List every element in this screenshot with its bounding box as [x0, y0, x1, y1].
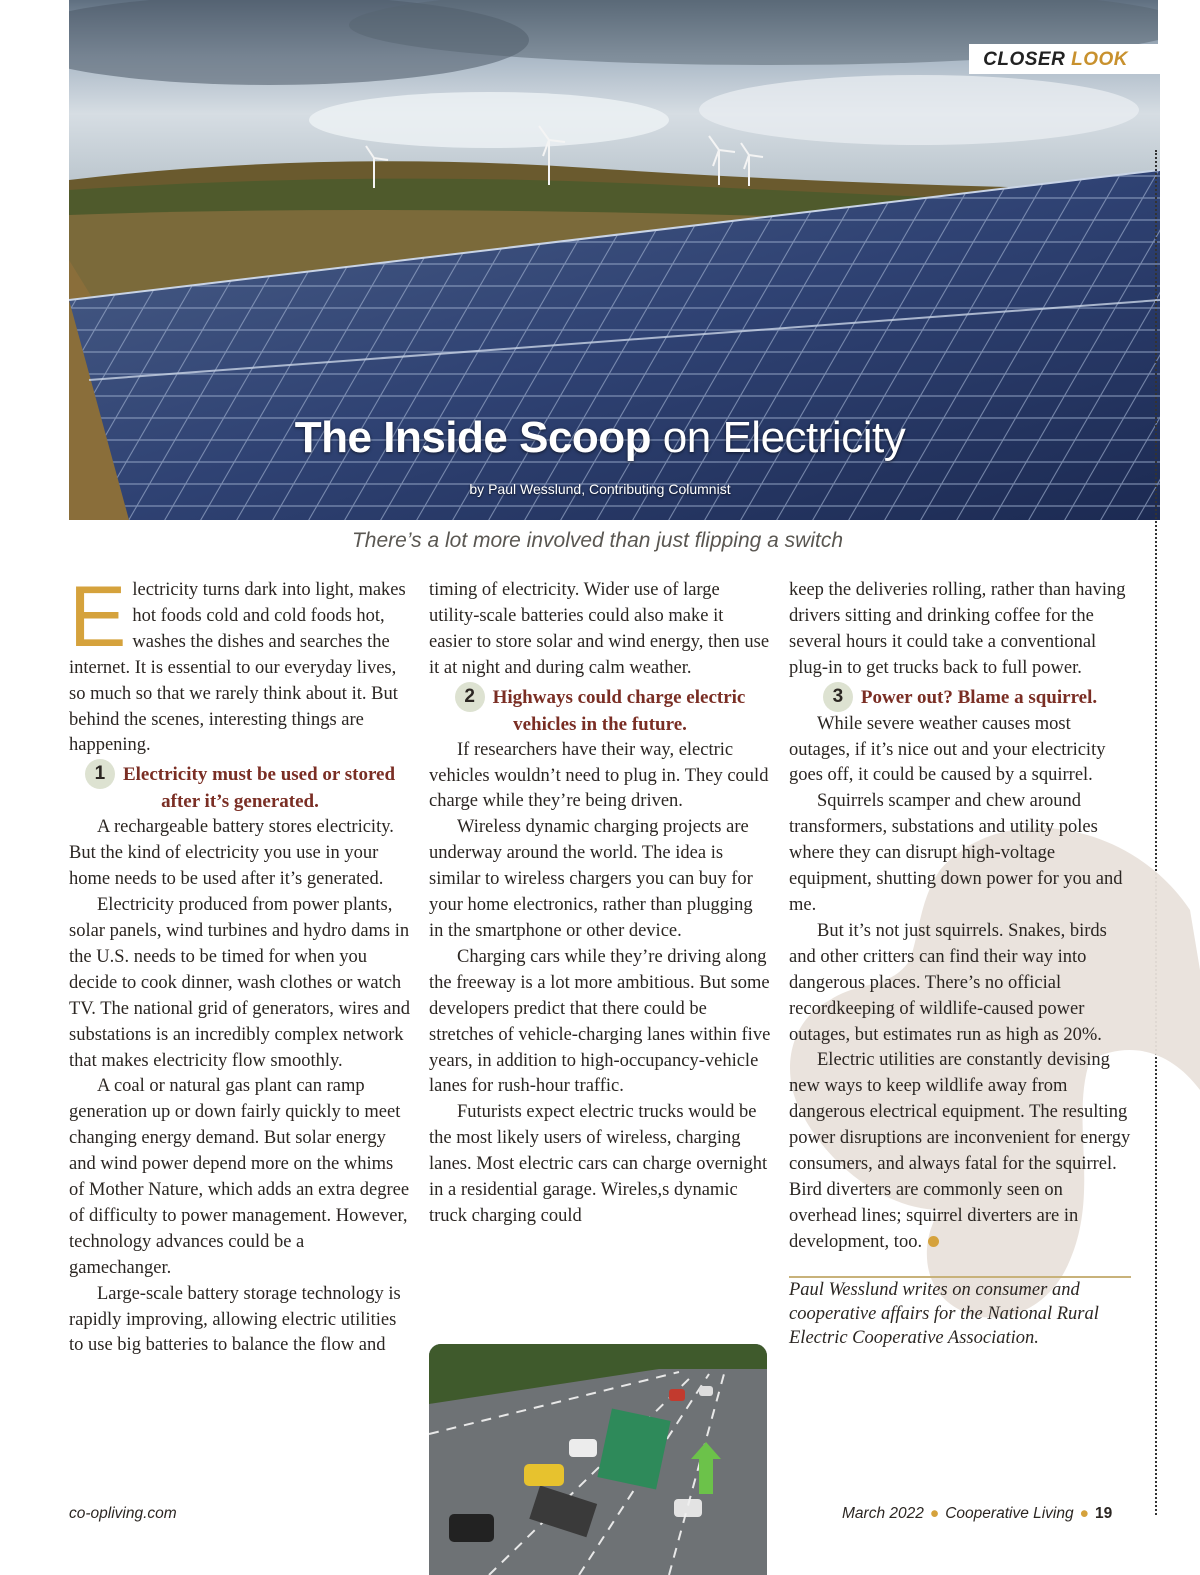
- paragraph: keep the deliveries rolling, rather than having drivers sitting and drinking coffee for the several hours it could take a conventional plug-in to get trucks back to full power.: [789, 580, 1126, 678]
- subhead-2-text: Highways could charge electric vehicles in the future.: [492, 686, 746, 735]
- paragraph: Wireless dynamic charging projects are underway around the world. The idea is similar to wireless chargers you can buy for your home electronics, rather than plugging in the smartphone or other device.: [429, 817, 753, 941]
- paragraph: A rechargeable battery stores electricity. But the kind of electricity you use in your home needs to be used after it’s generated.: [69, 817, 394, 890]
- footer-issue: March 2022: [842, 1505, 924, 1522]
- highway-illustration: [429, 1344, 767, 1575]
- subhead-3-text: Power out? Blame a squirrel.: [860, 686, 1098, 708]
- bullet-icon: ●: [929, 1505, 940, 1522]
- intro-text: lectricity turns dark into light, makes hot foods cold and cold foods hot, washes the dishes and searches the internet. It is essential to our everyday lives, so much so that we rarely think about it. But behind the scenes, interesting things are happening.: [69, 580, 406, 756]
- paragraph: But it’s not just squirrels. Snakes, birds and other critters can find their way into dangerous places. There’s no official recordkeeping of wildlife-caused power outages, but estimates run as high as 20%.: [789, 920, 1107, 1045]
- paragraph: Electricity produced from power plants, solar panels, wind turbines and hydro dams in the U.S. needs to be timed for when you decide to cook dinner, wash clothes or watch TV. The national grid of generators, wires and substations is an incredibly complex network that makes electricity flow smoothly.: [69, 895, 410, 1071]
- paragraph: timing of electricity. Wider use of large utility-scale batteries could also make it easier to store solar and wind energy, then use it at night and during calm weather.: [429, 580, 770, 678]
- subhead-1: [69, 759, 411, 815]
- article-column-1: [69, 569, 411, 1359]
- final-paragraph-text: Electric utilities are constantly devising new ways to keep wildlife away from dangerous electrical equipment. The resulting power disruptions are inconvenient for energy consumers, and always fatal for the squirrel. Bird diverters are commonly seen on overhead lines; squirrel diverters are in development, too.: [789, 1050, 1131, 1252]
- author-note: Paul Wesslund writes on consumer and cooperative affairs for the National Rural Electric Cooperative Association.: [789, 1279, 1099, 1348]
- section-badge: [969, 44, 1160, 74]
- paragraph: Large-scale battery storage technology is rapidly improving, allowing electric utilities to use big batteries to balance the flow and: [69, 1283, 401, 1356]
- article-column-2: [429, 578, 771, 1230]
- paragraph: While severe weather causes most outages, if it’s nice out and your electricity goes off, it could be caused by a squirrel.: [789, 713, 1106, 786]
- article-tagline: There’s a lot more involved than just flipping a switch: [351, 529, 844, 552]
- badge-word-look: LOOK: [1065, 49, 1128, 70]
- end-mark-icon: [928, 1236, 939, 1247]
- article-byline: by Paul Wesslund, Contributing Columnist: [469, 481, 731, 497]
- title-light-part: on Electricity: [651, 413, 906, 462]
- number-badge-1: 1: [85, 759, 115, 789]
- bullet-icon: ●: [1079, 1505, 1089, 1522]
- highway-trucks-photo: [429, 1344, 767, 1575]
- paragraph: Charging cars while they’re driving along the freeway is a lot more ambitious. But some developers predict that there could be stretches of vehicle-charging lanes within five years, in addition to high-occupancy-vehicle lanes for rush-hour traffic.: [429, 946, 771, 1097]
- subhead-1-text: Electricity must be used or stored after it’s generated.: [122, 764, 396, 813]
- article-title: [0, 413, 1200, 463]
- number-badge-2: 2: [455, 682, 485, 712]
- paragraph: Squirrels scamper and chew around transformers, substations and utility poles where they can disrupt high-voltage equipment, shutting down power for you and me.: [789, 791, 1123, 915]
- paragraph: [789, 1048, 1131, 1255]
- drop-cap: E: [69, 569, 127, 665]
- subhead-2: [429, 682, 771, 738]
- paragraph: If researchers have their way, electric vehicles wouldn’t need to plug in. They could charge while they’re being driven.: [429, 739, 769, 812]
- number-badge-3: 3: [823, 682, 853, 712]
- footer-magazine: Cooperative Living: [945, 1505, 1074, 1522]
- subhead-3: [789, 682, 1131, 712]
- footer-folio: [842, 1505, 1112, 1523]
- paragraph: Futurists expect electric trucks would be the most likely users of wireless, charging lanes. Most electric cars can charge overnight in a residential garage. Wireles,s dynamic truck charging could: [429, 1102, 768, 1226]
- paragraph: A coal or natural gas plant can ramp generation up or down fairly quickly to meet changing energy demand. But solar energy and wind power depend more on the whims of Mother Nature, which adds an extra degree of difficulty to power management. However, technology advances could be a gamechanger.: [69, 1076, 410, 1278]
- page-number: 19: [1095, 1505, 1113, 1522]
- badge-word-closer: CLOSER: [983, 49, 1066, 70]
- footer-website: co-opliving.com: [69, 1505, 177, 1522]
- title-bold-part: The Inside Scoop: [294, 413, 652, 462]
- intro-paragraph: [69, 569, 411, 759]
- article-column-3: [789, 578, 1131, 1350]
